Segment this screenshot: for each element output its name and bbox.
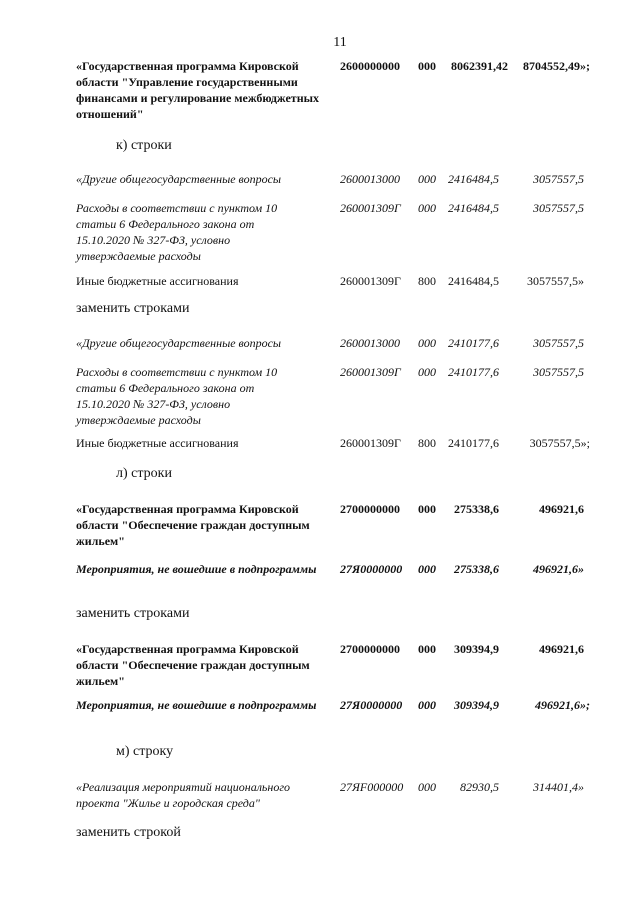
row-sum-2: 496921,6»; xyxy=(535,698,590,712)
row-code: 260001309Г xyxy=(340,436,401,450)
row-code: 2600013000 xyxy=(340,336,400,350)
row-sum-2: 3057557,5 xyxy=(533,336,584,350)
section-heading: заменить строками xyxy=(76,301,190,316)
row-vr: 000 xyxy=(418,698,436,712)
row-code: 2700000000 xyxy=(340,642,400,656)
row-vr: 000 xyxy=(418,59,436,73)
row-vr: 000 xyxy=(418,502,436,516)
row-sum-1: 2416484,5 xyxy=(448,172,499,186)
row-name: «Государственная программа Кировской области "Управление государственными финансами и регулирование межбюджетных отношений" xyxy=(76,59,319,121)
row-code: 2600013000 xyxy=(340,172,400,186)
row-sum-2: 3057557,5» xyxy=(527,274,584,288)
row-name: Расходы в соответствии с пунктом 10 статьи 6 Федерального закона от 15.10.2020 № 327-ФЗ, условно утверждаемые расходы xyxy=(76,201,278,263)
row-sum-2: 8704552,49»; xyxy=(523,59,590,73)
row-sum-1: 275338,6 xyxy=(454,502,499,516)
row-code: 260001309Г xyxy=(340,274,401,288)
row-sum-1: 2410177,6 xyxy=(448,365,499,379)
row-vr: 000 xyxy=(418,201,436,215)
row-name: Иные бюджетные ассигнования xyxy=(76,436,239,450)
row-name: «Реализация мероприятий национального проекта "Жилье и городская среда" xyxy=(76,780,291,810)
row-sum-1: 309394,9 xyxy=(454,698,499,712)
row-code: 2700000000 xyxy=(340,502,400,516)
row-code: 2600000000 xyxy=(340,59,400,73)
row-sum-2: 3057557,5 xyxy=(533,201,584,215)
row-vr: 000 xyxy=(418,562,436,576)
row-code: 27ЯF000000 xyxy=(340,780,404,794)
row-vr: 000 xyxy=(418,365,436,379)
row-sum-2: 3057557,5 xyxy=(533,172,584,186)
row-sum-1: 2416484,5 xyxy=(448,201,499,215)
row-sum-1: 8062391,42 xyxy=(451,59,508,73)
row-name: «Другие общегосударственные вопросы xyxy=(76,172,282,186)
row-code: 260001309Г xyxy=(340,201,401,215)
row-sum-1: 2410177,6 xyxy=(448,436,499,450)
row-name: Расходы в соответствии с пунктом 10 статьи 6 Федерального закона от 15.10.2020 № 327-ФЗ, условно утверждаемые расходы xyxy=(76,365,278,427)
row-sum-1: 82930,5 xyxy=(460,780,499,794)
row-vr: 000 xyxy=(418,336,436,350)
row-sum-1: 309394,9 xyxy=(454,642,499,656)
row-vr: 000 xyxy=(418,642,436,656)
row-sum-1: 2416484,5 xyxy=(448,274,499,288)
page-number: 11 xyxy=(333,35,347,50)
row-name: «Государственная программа Кировской области "Обеспечение граждан доступным жильем" xyxy=(76,642,310,688)
row-sum-1: 2410177,6 xyxy=(448,336,499,350)
row-name: Мероприятия, не вошедшие в подпрограммы xyxy=(76,698,317,712)
row-sum-2: 496921,6 xyxy=(539,502,584,516)
row-sum-2: 496921,6» xyxy=(533,562,584,576)
row-vr: 000 xyxy=(418,780,436,794)
row-name: «Другие общегосударственные вопросы xyxy=(76,336,282,350)
row-vr: 800 xyxy=(418,436,436,450)
row-sum-2: 496921,6 xyxy=(539,642,584,656)
row-vr: 800 xyxy=(418,274,436,288)
row-code: 27Я0000000 xyxy=(340,562,403,576)
section-heading: заменить строкой xyxy=(76,825,181,840)
section-heading: м) строку xyxy=(116,744,174,759)
section-heading: л) строки xyxy=(116,466,172,481)
section-heading: заменить строками xyxy=(76,606,190,621)
row-name: Иные бюджетные ассигнования xyxy=(76,274,239,288)
row-sum-2: 3057557,5 xyxy=(533,365,584,379)
row-code: 260001309Г xyxy=(340,365,401,379)
row-sum-2: 314401,4» xyxy=(533,780,584,794)
row-name: «Государственная программа Кировской области "Обеспечение граждан доступным жильем" xyxy=(76,502,310,548)
row-sum-1: 275338,6 xyxy=(454,562,499,576)
row-name: Мероприятия, не вошедшие в подпрограммы xyxy=(76,562,317,576)
section-heading: к) строки xyxy=(116,138,172,153)
row-vr: 000 xyxy=(418,172,436,186)
row-code: 27Я0000000 xyxy=(340,698,403,712)
row-sum-2: 3057557,5»; xyxy=(529,436,590,450)
